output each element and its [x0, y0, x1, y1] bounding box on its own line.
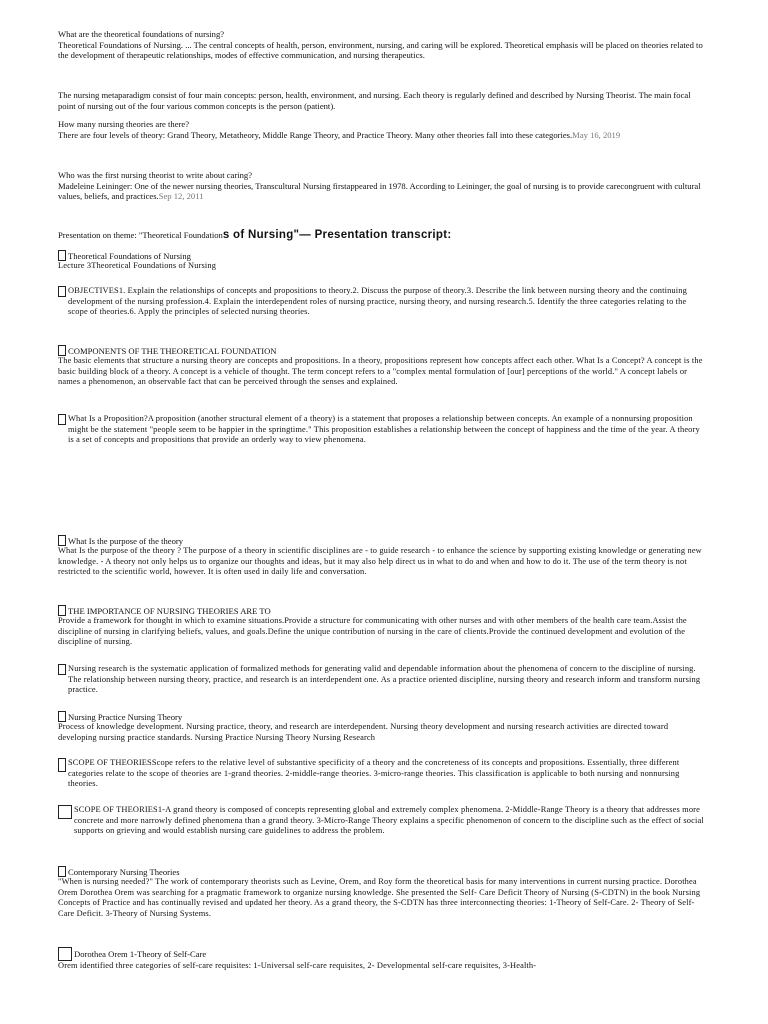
answer-date: May 16, 2019: [572, 129, 621, 140]
slide-heading: [58, 866, 706, 877]
slide-9: [58, 758, 706, 790]
slide-heading: [58, 250, 706, 261]
slide-11: [58, 866, 706, 919]
presentation-theme-suffix: s of Nursing"— Presentation transcript:: [222, 229, 452, 241]
slide-body: Process of knowledge development. Nursing practice, theory, and research are interdependent. Nursing theory development and nursing research activities are directed toward developing nursing practice standards. Nursing Practice Nursing Theory Nursing Research: [58, 722, 669, 742]
answer-date: Sep 12, 2011: [158, 191, 204, 201]
slide-body: Nursing research is the systematic application of formalized methods for generating valid and dependable information about the phenomena of concern to the discipline of nursing. The relationship between nursing theory, practice, and research is an interdependent one. As a practice oriented discipline, nursing theory and research inform and transform nursing practice.: [68, 664, 701, 695]
answer-text: Theoretical Foundations of Nursing. ... The central concepts of health, person, environment, nursing, and caring will be explored. Theoretical emphasis will be placed on theories related to the development of therapeutic relationships, modes of effective communication, and nursing therapeutics.: [58, 39, 703, 60]
slide-title: Contemporary Nursing Theories: [68, 866, 180, 877]
slide-title: THE IMPORTANCE OF NURSING THEORIES ARE TO: [68, 605, 271, 616]
slide-body: SCOPE OF THEORIES1-A grand theory is composed of concepts representing global and extremely complex phenomena. 2-Middle-Range Theory is a theory that addresses more concrete and more narrowly defined phenomena than a grand theory. 3-Micro-Range Theory explains a specific phenomenon of concern to the discipline such as the effect of social supports on grieving and would establish nursing care guidelines to address the problem.: [74, 805, 704, 836]
question-text: How many nursing theories are there?: [58, 119, 190, 129]
question-text: What are the theoretical foundations of nursing?: [58, 29, 225, 39]
slide-6: [58, 605, 706, 648]
slide-heading: [58, 947, 706, 961]
slide-title: Dorothea Orem 1-Theory of Self-Care: [74, 949, 207, 959]
slide-10: [58, 805, 706, 837]
slide-title: COMPONENTS OF THE THEORETICAL FOUNDATION: [68, 345, 277, 356]
slide-8: [58, 711, 706, 743]
answer-body: There are four levels of theory: Grand Theory, Metatheory, Middle Range Theory, and Practice Theory. Many other theories fall into these categories.: [58, 129, 573, 140]
slide-image-placeholder-icon: [58, 805, 72, 819]
paragraph-text: The nursing metaparadigm consist of four main concepts: person, health, environment, and nursing. Each theory is regularly defined and described by Nursing Theorist. The main focal point of nursing out of the four various common concepts is the person (patient).: [58, 90, 691, 111]
slide-image-placeholder-icon: [58, 345, 66, 356]
slide-title: Nursing Practice Nursing Theory: [68, 711, 183, 722]
slide-5: [58, 535, 706, 578]
slide-1: [58, 250, 706, 272]
answer-text: [58, 130, 706, 141]
slide-body: Provide a framework for thought in which to examine situations.Provide a structure for communicating with other nurses and with other members of the health care team.Assist the discipline of nursing in clarifying beliefs, values, and goals.Define the unique contribution of nursing in the care of clients.Provide the continued development and evolution of the discipline of nursing.: [58, 616, 687, 647]
slide-2: [58, 286, 706, 318]
qa-theory-count: [58, 119, 706, 140]
slide-12: [58, 947, 706, 972]
slide-3: [58, 345, 706, 388]
metaparadigm-paragraph: [58, 90, 706, 111]
slide-4: [58, 414, 706, 446]
slide-body-row: [58, 758, 706, 790]
answer-body: Madeleine Leininger: One of the newer nursing theories, Transcultural Nursing firstappeared in 1978. According to Leininger, the goal of nursing is to provide carecongruent with cultural values, beliefs, and practices.: [58, 180, 701, 201]
slide-body: What Is the purpose of the theory ? The purpose of a theory in scientific disciplines are - to guide research - to enhance the science by supporting existing knowledge or generating new knowledge. - A theory not only helps us to organize our thoughts and ideas, but it may also help direct us in what to do and when and how to do it. The use of the term theory is not restricted to the scientific world, however. It is often used in daily life and conversation.: [58, 546, 702, 577]
slide-image-placeholder-icon: [58, 664, 66, 675]
slide-image-placeholder-icon: [58, 758, 66, 772]
presentation-heading: [58, 225, 706, 243]
slide-body: OBJECTIVES1. Explain the relationships of concepts and propositions to theory.2. Discuss the purpose of theory.3. Describe the link between nursing theory and the continuing development of the nursing profession.4. Explain the interdependent roles of nursing practice, nursing theory, and nursing research.5. Identify the three categories relating to the scope of theories.6. Apply the principles of selected nursing theories.: [68, 286, 687, 317]
presentation-theme-prefix: Presentation on theme: "Theoretical Foundation: [58, 230, 223, 240]
slide-title: What Is the purpose of the theory: [68, 535, 184, 546]
slide-body: Lecture 3Theoretical Foundations of Nursing: [58, 261, 217, 270]
slide-heading: [58, 605, 706, 616]
slide-body-row: [58, 286, 706, 318]
slide-body: "When is nursing needed?" The work of contemporary theorists such as Levine, Orem, and Roy form the theoretical basis for many interventions in current nursing practice. Dorothea Orem Dorothea Orem was searching for a pragmatic framework to organize nursing knowledge. She presented the Self- Care Deficit Theory of Nursing (S-CDTN) in the book Nursing Concepts of Practice and has continually revised and updated her theory. As a grand theory, the S-CDTN has three interconnecting theories: 1-Theory of Self-Care. 2- Theory of Self-Care Deficit. 3-Theory of Nursing Systems.: [58, 877, 701, 918]
slide-title: Theoretical Foundations of Nursing: [68, 250, 191, 261]
slide-image-placeholder-icon: [58, 286, 66, 297]
answer-text: [58, 181, 706, 202]
slide-heading: [58, 535, 706, 546]
slide-image-placeholder-icon: [58, 947, 72, 961]
slide-body-row: [58, 805, 706, 837]
question-text: Who was the first nursing theorist to write about caring?: [58, 170, 253, 180]
slide-image-placeholder-icon: [58, 711, 66, 722]
slide-heading: [58, 345, 706, 356]
slide-body: What Is a Proposition?A proposition (another structural element of a theory) is a statement that proposes a relationship between concepts. An example of a nonnursing proposition might be the statement "people seem to be happier in the springtime." This proposition establishes a relationship between the concept of happiness and the time of the year. A theory is a set of concepts and propositions that provide an orderly way to view phenomena.: [68, 414, 700, 445]
slide-image-placeholder-icon: [58, 535, 66, 546]
slide-body: The basic elements that structure a nursing theory are concepts and propositions. In a theory, propositions represent how concepts affect each other. What Is a Concept? A concept is the basic building block of a theory. A concept is a vehicle of thought. The term concept refers to a "complex mental formulation of [our] perceptions of the world." A concept labels or names a phenomenon, an observable fact that can be perceived through the senses and explained.: [58, 356, 703, 387]
slide-7: [58, 664, 706, 696]
slide-body-row: [58, 414, 706, 446]
slide-body: Orem identified three categories of self-care requisites: 1-Universal self-care requisites, 2- Developmental self-care requisites, 3-Health-: [58, 961, 537, 970]
slide-heading: [58, 711, 706, 722]
slide-image-placeholder-icon: [58, 866, 66, 877]
slide-body: SCOPE OF THEORIESScope refers to the relative level of substantive specificity of a theory and the concreteness of its concepts and propositions. Essentially, three different categories relate to the scope of theories are 1-grand theories. 2-middle-range theories. 3-micro-range theories. This classification is applicable to both nursing and nonnursing theories.: [68, 758, 680, 789]
slide-image-placeholder-icon: [58, 250, 66, 261]
qa-foundations: [58, 29, 706, 61]
slide-body-row: [58, 664, 706, 696]
slide-image-placeholder-icon: [58, 414, 66, 425]
qa-first-caring-theorist: [58, 170, 706, 202]
slide-image-placeholder-icon: [58, 605, 66, 616]
